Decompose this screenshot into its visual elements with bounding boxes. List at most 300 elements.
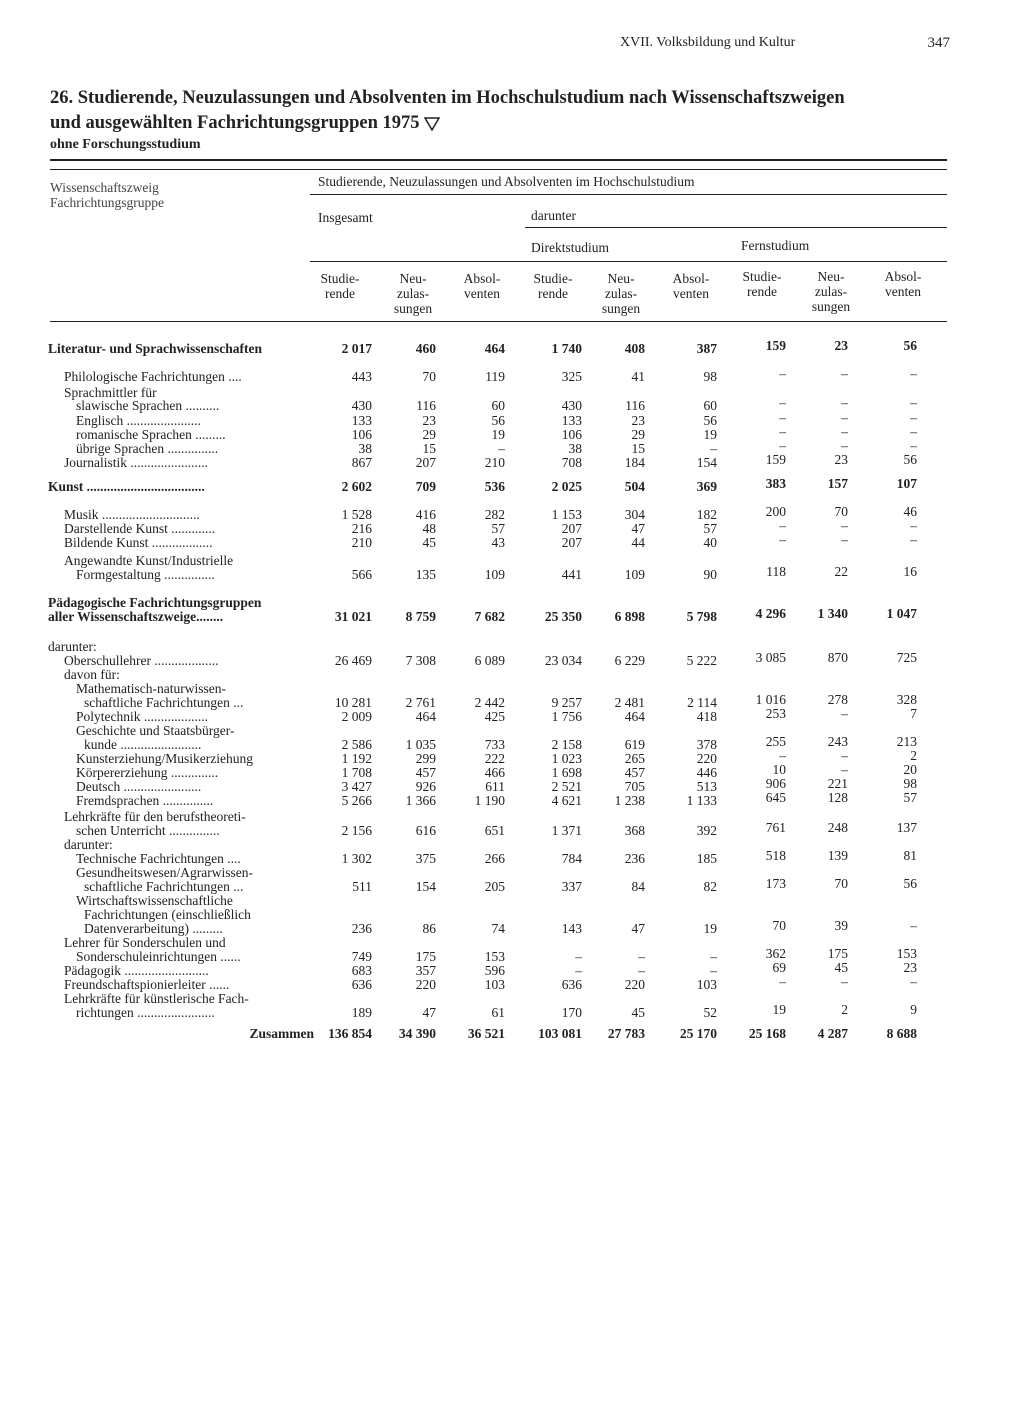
row-label: romanische Sprachen ......... (76, 428, 226, 442)
column-header (447, 271, 517, 301)
table-cell: 236 (624, 851, 645, 866)
column-header-line: Absol- (672, 271, 710, 286)
table-cell: 9 257 (551, 695, 582, 710)
table-cell: 1 340 (817, 606, 848, 621)
table-cell: 596 (484, 963, 505, 978)
table-cell: 207 (561, 535, 582, 550)
table-cell: 23 (834, 338, 848, 353)
row-label: Körpererziehung .............. (76, 766, 219, 780)
table-cell: 74 (491, 921, 505, 936)
table-cell: 513 (696, 779, 717, 794)
column-header-line: venten (885, 284, 921, 299)
table-cell: 383 (765, 476, 786, 491)
table-cell: 2 (841, 1002, 848, 1017)
row-label: Formgestaltung ............... (76, 568, 215, 582)
table-cell: 5 266 (341, 793, 372, 808)
table-cell: 616 (415, 823, 436, 838)
table-cell: – (779, 410, 786, 425)
table-cell: – (841, 518, 848, 533)
table-cell: 1 016 (755, 692, 786, 707)
table-cell: 2 (910, 748, 917, 763)
table-cell: 1 238 (614, 793, 645, 808)
row-label: Technische Fachrichtungen .... (76, 852, 241, 866)
table-cell: 23 (422, 413, 436, 428)
column-header-line: Studie- (320, 271, 360, 286)
group-darunter: darunter (531, 208, 576, 223)
table-cell: 2 158 (551, 737, 582, 752)
table-cell: 19 (491, 427, 505, 442)
column-header-line: Studie- (742, 269, 782, 284)
table-cell: 69 (772, 960, 786, 975)
table-cell: 9 (910, 1002, 917, 1017)
column-header-line: zulas- (814, 284, 848, 299)
column-header-line: sungen (601, 301, 641, 316)
table-cell: 16 (903, 564, 917, 579)
table-cell: – (910, 518, 917, 533)
table-cell: 1 698 (551, 765, 582, 780)
row-label: Deutsch ....................... (76, 780, 202, 794)
column-header-line: Neu- (817, 269, 845, 284)
table-cell: – (910, 424, 917, 439)
table-cell: – (710, 441, 717, 456)
table-cell: 369 (696, 479, 717, 494)
table-cell: 41 (631, 369, 645, 384)
table-cell: 3 085 (755, 650, 786, 665)
spanner-header: Studierende, Neuzulassungen und Absolventen im Hochschulstudium (318, 174, 695, 189)
total-cell: 8 688 (886, 1026, 917, 1041)
table-cell: 44 (631, 535, 645, 550)
table-cell: 2 114 (687, 695, 717, 710)
table-cell: 133 (561, 413, 582, 428)
table-cell: 70 (834, 504, 848, 519)
row-label: Pädagogische Fachrichtungsgruppen (48, 596, 262, 610)
table-cell: – (841, 410, 848, 425)
row-label: richtungen ....................... (76, 1006, 215, 1020)
table-cell: 325 (561, 369, 582, 384)
column-header-line: rende (538, 286, 568, 301)
row-label: Literatur- und Sprachwissenschaften (48, 342, 263, 356)
stub-header-line-2: Fachrichtungsgruppe (50, 195, 164, 210)
table-cell: – (779, 532, 786, 547)
row-label: Lehrkräfte für den berufstheoreti- (64, 810, 246, 824)
table-cell: 109 (484, 567, 505, 582)
row-label: Sprachmittler für (64, 386, 157, 400)
table-cell: 119 (485, 369, 505, 384)
table-cell: 157 (827, 476, 848, 491)
table-cell: 430 (351, 398, 372, 413)
table-cell: 6 229 (614, 653, 645, 668)
top-rule (50, 159, 947, 161)
table-cell: 870 (827, 650, 848, 665)
page-number: 347 (927, 35, 950, 51)
table-cell: 708 (561, 455, 582, 470)
table-cell: 20 (903, 762, 917, 777)
table-cell: 278 (827, 692, 848, 707)
table-cell: 106 (561, 427, 582, 442)
table-cell: 511 (352, 879, 372, 894)
table-cell: 107 (896, 476, 917, 491)
table-cell: 266 (484, 851, 505, 866)
row-label: kunde ........................ (84, 738, 202, 752)
column-header (796, 269, 866, 314)
table-cell: – (575, 963, 582, 978)
table-cell: 1 023 (551, 751, 582, 766)
group-fernstudium: Fernstudium (741, 238, 810, 253)
table-cell: – (910, 974, 917, 989)
table-cell: 10 281 (334, 695, 372, 710)
table-cell: 282 (484, 507, 505, 522)
total-cell: 25 170 (679, 1026, 717, 1041)
table-cell: – (779, 974, 786, 989)
table-cell: 636 (561, 977, 582, 992)
row-label: Pädagogik ......................... (64, 964, 209, 978)
table-cell: 733 (484, 737, 505, 752)
table-cell: 5 798 (686, 609, 717, 624)
row-label: Gesundheitswesen/Agrarwissen- (76, 866, 253, 880)
table-cell: 430 (561, 398, 582, 413)
table-cell: 220 (415, 977, 436, 992)
table-cell: 464 (415, 709, 436, 724)
section-title: XVII. Volksbildung und Kultur (620, 35, 796, 50)
row-label: Darstellende Kunst ............. (64, 522, 216, 536)
table-cell: 4 296 (755, 606, 786, 621)
column-header-line: rende (747, 284, 777, 299)
table-cell: 1 192 (341, 751, 372, 766)
table-cell: 82 (703, 879, 717, 894)
column-header-line: Studie- (533, 271, 573, 286)
table-cell: 416 (415, 507, 436, 522)
table-cell: – (779, 366, 786, 381)
table-cell: 2 009 (341, 709, 372, 724)
table-cell: 1 740 (551, 341, 582, 356)
table-cell: 57 (703, 521, 717, 536)
table-cell: 60 (703, 398, 717, 413)
table-cell: 1 153 (551, 507, 582, 522)
row-label: davon für: (64, 668, 120, 682)
table-cell: 236 (351, 921, 372, 936)
table-cell: 387 (696, 341, 717, 356)
table-cell: 153 (896, 946, 917, 961)
total-cell: 27 783 (607, 1026, 645, 1041)
page-header (620, 35, 950, 55)
table-cell: 29 (422, 427, 436, 442)
table-cell: 749 (351, 949, 372, 964)
row-label: Sonderschuleinrichtungen ...... (76, 950, 241, 964)
row-label: Oberschullehrer ................... (64, 654, 219, 668)
row-label: Englisch ...................... (76, 414, 201, 428)
table-cell: 19 (772, 1002, 786, 1017)
row-label: slawische Sprachen .......... (76, 399, 220, 413)
table-cell: 47 (422, 1005, 436, 1020)
table-cell: 7 308 (405, 653, 436, 668)
column-header (868, 269, 938, 299)
column-header-line: venten (673, 286, 709, 301)
table-cell: 23 (631, 413, 645, 428)
table-cell: 5 222 (686, 653, 717, 668)
table-cell: 867 (351, 455, 372, 470)
table-cell: – (575, 949, 582, 964)
row-label: Datenverarbeitung) ......... (84, 922, 223, 936)
table-cell: 1 708 (341, 765, 372, 780)
table-cell: – (638, 963, 645, 978)
table-cell: 31 021 (334, 609, 372, 624)
row-label: Freundschaftspionierleiter ...... (64, 978, 230, 992)
table-cell: 159 (765, 338, 786, 353)
table-cell: 207 (415, 455, 436, 470)
darunter-rule (525, 227, 947, 228)
table-cell: 47 (631, 921, 645, 936)
row-label: Musik ............................. (64, 508, 200, 522)
table-cell: 611 (485, 779, 505, 794)
table-cell: 46 (903, 504, 917, 519)
column-header-line: sungen (393, 301, 433, 316)
table-cell: 362 (765, 946, 786, 961)
table-cell: – (841, 532, 848, 547)
table-cell: 22 (834, 564, 848, 579)
table-cell: 81 (903, 848, 917, 863)
table-cell: 70 (772, 918, 786, 933)
table-cell: 56 (703, 413, 717, 428)
column-header (656, 271, 726, 301)
table-cell: 56 (903, 876, 917, 891)
table-cell: 143 (561, 921, 582, 936)
table-cell: 205 (484, 879, 505, 894)
table-cell: 23 (903, 960, 917, 975)
table-cell: 1 047 (886, 606, 917, 621)
row-label: Lehrkräfte für künstlerische Fach- (64, 992, 249, 1006)
total-cell: 4 287 (817, 1026, 848, 1041)
table-cell: 446 (696, 765, 717, 780)
table-cell: 221 (827, 776, 848, 791)
table-cell: 38 (358, 441, 372, 456)
row-label: darunter: (64, 838, 113, 852)
total-cell: 103 081 (538, 1026, 582, 1041)
table-cell: 2 521 (551, 779, 582, 794)
row-label: darunter: (48, 640, 97, 654)
table-cell: 8 759 (405, 609, 436, 624)
table-cell: – (498, 441, 505, 456)
column-header-line: Neu- (399, 271, 427, 286)
table-cell: 2 156 (341, 823, 372, 838)
table-cell: 57 (903, 790, 917, 805)
table-cell: – (841, 438, 848, 453)
table-cell: 375 (415, 851, 436, 866)
table-cell: 651 (484, 823, 505, 838)
table-cell: 265 (624, 751, 645, 766)
table-cell: – (841, 748, 848, 763)
row-label: Bildende Kunst .................. (64, 536, 213, 550)
table-cell: 425 (484, 709, 505, 724)
table-cell: 39 (834, 918, 848, 933)
table-cell: – (841, 706, 848, 721)
table-cell: 926 (415, 779, 436, 794)
table-cell: 184 (624, 455, 645, 470)
table-cell: 243 (827, 734, 848, 749)
group-rule (310, 261, 947, 262)
table-cell: 378 (696, 737, 717, 752)
row-label: Wirtschaftswissenschaftliche (76, 894, 233, 908)
row-label: Lehrer für Sonderschulen und (64, 936, 226, 950)
title-line-2-wrap (50, 111, 960, 136)
table-cell: 761 (765, 820, 786, 835)
table-cell: 784 (561, 851, 582, 866)
table-cell: 118 (766, 564, 786, 579)
table-cell: 90 (703, 567, 717, 582)
table-cell: 185 (696, 851, 717, 866)
table-cell: 392 (696, 823, 717, 838)
table-cell: 253 (765, 706, 786, 721)
table-cell: 103 (484, 977, 505, 992)
table-cell: 443 (351, 369, 372, 384)
table-cell: – (779, 748, 786, 763)
table-cell: 23 (834, 452, 848, 467)
row-label: aller Wissenschaftszweige........ (48, 610, 224, 624)
table-cell: 464 (484, 341, 505, 356)
table-cell: 4 621 (551, 793, 582, 808)
table-cell: 175 (827, 946, 848, 961)
column-header-line: rende (325, 286, 355, 301)
table-cell: 200 (765, 504, 786, 519)
table-cell: 725 (896, 650, 917, 665)
table-cell: 6 089 (474, 653, 505, 668)
row-label: Kunsterziehung/Musikerziehung (76, 752, 253, 766)
row-label: schaftliche Fachrichtungen ... (84, 880, 244, 894)
row-label: schen Unterricht ............... (76, 824, 220, 838)
table-cell: 70 (834, 876, 848, 891)
table-cell: 57 (491, 521, 505, 536)
column-header-line: Absol- (884, 269, 922, 284)
table-cell: 23 034 (544, 653, 582, 668)
table-cell: 2 017 (341, 341, 372, 356)
table-cell: – (910, 918, 917, 933)
total-cell: 136 854 (328, 1026, 372, 1041)
table-cell: 210 (351, 535, 372, 550)
table-cell: 86 (422, 921, 436, 936)
table-cell: 1 756 (551, 709, 582, 724)
table-cell: 38 (568, 441, 582, 456)
row-label: Geschichte und Staatsbürger- (76, 724, 235, 738)
table-cell: 536 (484, 479, 505, 494)
table-cell: 2 481 (614, 695, 645, 710)
table-cell: 207 (561, 521, 582, 536)
table-cell: 683 (351, 963, 372, 978)
table-cell: 636 (351, 977, 372, 992)
row-label: Kunst ................................... (48, 480, 205, 494)
table-cell: 45 (834, 960, 848, 975)
column-header-line: zulas- (604, 286, 638, 301)
title-line-2: und ausgewählten Fachrichtungsgruppen 1975 (50, 113, 420, 133)
table-cell: 45 (631, 1005, 645, 1020)
table-cell: 906 (765, 776, 786, 791)
table-cell: 48 (422, 521, 436, 536)
table-cell: 1 371 (551, 823, 582, 838)
table-cell: 116 (416, 398, 436, 413)
table-cell: 25 350 (544, 609, 582, 624)
table-cell: 460 (415, 341, 436, 356)
table-top-rule (50, 169, 947, 170)
table-cell: – (779, 438, 786, 453)
total-cell: 34 390 (398, 1026, 436, 1041)
table-cell: 56 (491, 413, 505, 428)
table-cell: 154 (415, 879, 436, 894)
column-header-line: sungen (811, 299, 851, 314)
spanner-rule (310, 194, 947, 195)
table-cell: – (710, 949, 717, 964)
table-cell: 441 (561, 567, 582, 582)
table-cell: 1 366 (405, 793, 436, 808)
table-cell: 19 (703, 921, 717, 936)
table-cell: 2 602 (341, 479, 372, 494)
table-cell: 518 (765, 848, 786, 863)
table-cell: 173 (765, 876, 786, 891)
table-cell: 2 761 (405, 695, 436, 710)
column-header-line: Absol- (463, 271, 501, 286)
table-cell: 6 898 (614, 609, 645, 624)
table-cell: 47 (631, 521, 645, 536)
table-cell: – (710, 963, 717, 978)
table-cell: – (910, 438, 917, 453)
table-cell: 84 (631, 879, 645, 894)
table-cell: 457 (415, 765, 436, 780)
column-header (518, 271, 588, 301)
column-header (586, 271, 656, 316)
column-header-line: zulas- (396, 286, 430, 301)
table-cell: 153 (484, 949, 505, 964)
group-direktstudium: Direktstudium (531, 240, 609, 255)
table-cell: – (910, 410, 917, 425)
table-cell: 357 (415, 963, 436, 978)
table-cell: 337 (561, 879, 582, 894)
table-cell: 464 (624, 709, 645, 724)
table-cell: 109 (624, 567, 645, 582)
table-cell: 1 133 (686, 793, 717, 808)
table-cell: 52 (703, 1005, 717, 1020)
table-cell: 26 469 (334, 653, 372, 668)
table-cell: 504 (624, 479, 645, 494)
table-cell: 418 (696, 709, 717, 724)
total-cell: 25 168 (748, 1026, 786, 1041)
row-label: Fachrichtungen (einschließlich (84, 908, 251, 922)
table-cell: 220 (624, 977, 645, 992)
table-cell: 19 (703, 427, 717, 442)
table-cell: – (779, 424, 786, 439)
table-cell: – (841, 395, 848, 410)
table-cell: 70 (422, 369, 436, 384)
table-cell: 15 (422, 441, 436, 456)
table-cell: 45 (422, 535, 436, 550)
table-cell: 61 (491, 1005, 505, 1020)
table-cell: – (779, 518, 786, 533)
table-cell: 60 (491, 398, 505, 413)
table-cell: 7 682 (474, 609, 505, 624)
table-cell: 116 (625, 398, 645, 413)
triangle-down-icon (424, 117, 440, 131)
table-subtitle: ohne Forschungsstudium (50, 137, 201, 152)
table-cell: 1 035 (405, 737, 436, 752)
table-cell: 135 (415, 567, 436, 582)
column-header-line: Neu- (607, 271, 635, 286)
table-cell: 154 (696, 455, 717, 470)
table-cell: 2 442 (474, 695, 505, 710)
table-cell: 40 (703, 535, 717, 550)
table-cell: 368 (624, 823, 645, 838)
table-title (50, 86, 960, 136)
table-cell: 299 (415, 751, 436, 766)
table-cell: – (841, 974, 848, 989)
table-cell: – (841, 366, 848, 381)
column-header (727, 269, 797, 299)
table-cell: 137 (896, 820, 917, 835)
